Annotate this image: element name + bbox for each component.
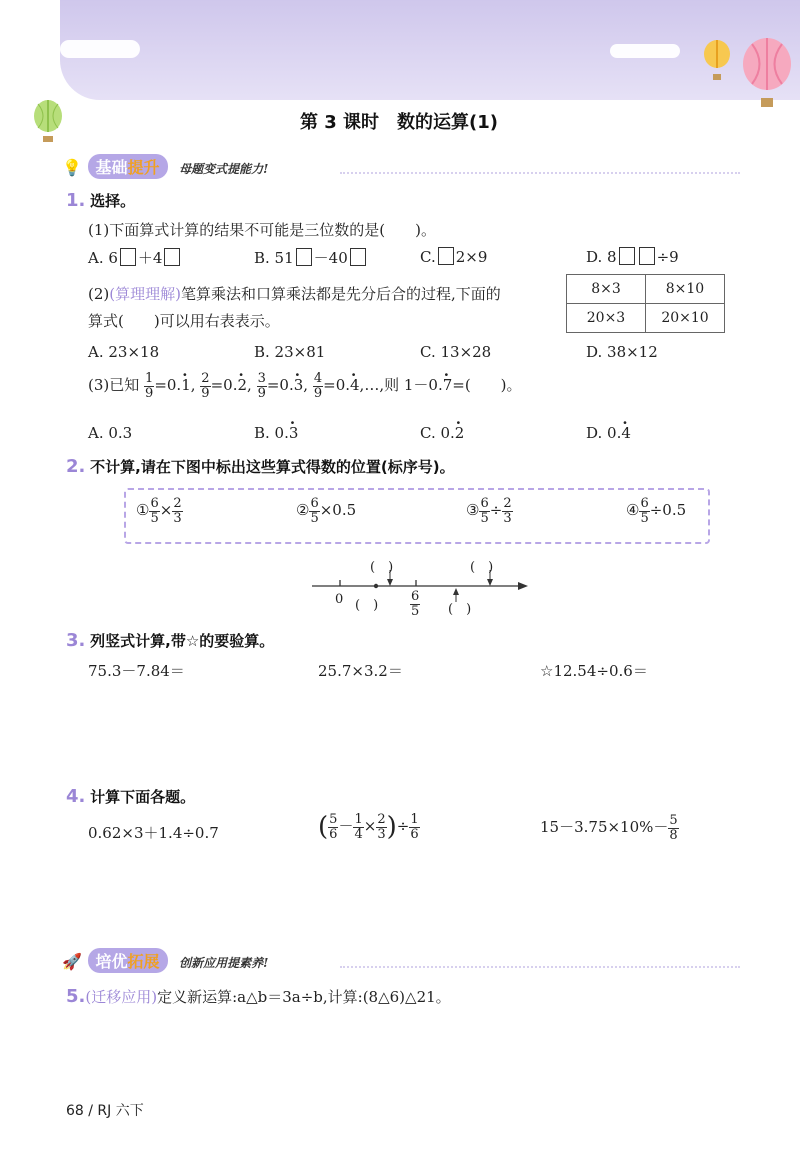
q1-p2-option-b: B. 23×81 <box>254 343 326 361</box>
q3-item-3: ☆12.54÷0.6＝ <box>540 662 648 680</box>
cloud-decoration <box>60 40 140 58</box>
multiplication-table <box>566 274 725 333</box>
question-4-header: 4. 计算下面各题。 <box>66 786 196 807</box>
question-1-header: 1. 选择。 <box>66 190 136 211</box>
table-cell: 20×3 <box>567 304 646 333</box>
expressions-box <box>124 488 710 544</box>
balloon-icon <box>28 100 68 144</box>
q1-p3-option-d: D. 0.· 4 <box>586 424 631 442</box>
q4-expr-1: 0.62×3＋1.4÷0.7 <box>88 824 219 842</box>
expr-2: ② $\frac{6}{5}$ ×0.5 <box>296 496 357 526</box>
expr-3: ③ $\frac{6}{5}$ ÷ $\frac{2}{3}$ <box>466 496 512 526</box>
q1-p1-option-a: A. 6 ＋4 <box>88 247 182 268</box>
table-cell: 20×10 <box>646 304 725 333</box>
header-band <box>60 0 800 100</box>
q1-part1-stem: (1)下面算式计算的结果不可能是三位数的是( )。 <box>88 221 436 239</box>
balloon-icon <box>740 38 794 110</box>
q1-p1-option-d: D. 8 ÷9 <box>586 248 679 266</box>
section-slogan: 母题变式提能力! <box>179 162 269 176</box>
q1-part3-stem: (3)已知 $\frac{1}{9}$ =0.· 1, $\frac{2}{9}$ =0.· 2, $\frac{3}{9}$ =0.· 3, $\frac{4}{9}$ =0.· 4,…,则 1－0.· 7=( )。 <box>88 372 522 400</box>
blank-paren: ( ) <box>448 602 472 617</box>
divider <box>340 172 740 174</box>
question-3-header: 3. 列竖式计算,带☆的要验算。 <box>66 630 275 651</box>
divider <box>340 966 740 968</box>
expr-4: ④ $\frac{6}{5}$ ÷0.5 <box>626 496 687 526</box>
blank-paren: ( ) <box>370 560 394 575</box>
blank-paren: ( ) <box>470 560 494 575</box>
q4-expr-3: 15－3.75×10%－ $\frac{5}{8}$ <box>540 813 678 843</box>
six-fifths-label: $\frac{6}{5}$ <box>411 589 420 619</box>
q1-p3-option-b: B. 0.· 3 <box>254 424 298 442</box>
q1-p1-option-c: C. 2×9 <box>420 248 488 266</box>
q3-item-1: 75.3－7.84＝ <box>88 662 185 680</box>
lightbulb-icon: 💡 <box>62 158 82 177</box>
rocket-icon: 🚀 <box>62 952 82 971</box>
balloon-icon <box>700 40 734 84</box>
section-basic <box>62 154 268 179</box>
q4-expr-2: ( $\frac{5}{6}$ － $\frac{1}{4}$ × $\frac{2}{3}$ )÷ $\frac{1}{6}$ <box>318 811 419 842</box>
q1-p2-option-a: A. 23×18 <box>88 343 160 361</box>
table-cell: 8×3 <box>567 275 646 304</box>
q3-item-2: 25.7×3.2＝ <box>318 662 403 680</box>
page-footer: 68 / RJ 六下 <box>66 1103 144 1119</box>
q1-p1-option-b: B. 51 －40 <box>254 247 368 268</box>
section-label: 培优拓展 <box>88 948 168 973</box>
q1-p2-option-d: D. 38×12 <box>586 343 658 361</box>
section-slogan: 创新应用提素养! <box>179 956 269 970</box>
q1-p3-option-a: A. 0.3 <box>88 424 133 442</box>
lesson-title: 第 3 课时 数的运算(1) <box>300 112 499 133</box>
cloud-decoration <box>610 44 680 58</box>
question-2-header: 2. 不计算,请在下图中标出这些算式得数的位置(标序号)。 <box>66 456 455 477</box>
table-cell: 8×10 <box>646 275 725 304</box>
section-label: 基础提升 <box>88 154 168 179</box>
q1-p3-option-c: C. 0.· 2 <box>420 424 464 442</box>
q1-part2-stem-2: 算式( )可以用右表表示。 <box>88 312 280 330</box>
blank-paren: ( ) <box>355 598 379 613</box>
q1-p2-option-c: C. 13×28 <box>420 343 492 361</box>
question-5: 5.(迁移应用)定义新运算:a△b＝3a÷b,计算:(8△6)△21。 <box>66 986 451 1007</box>
q1-part2-stem-1: (2)(算理理解)笔算乘法和口算乘法都是先分后合的过程,下面的 <box>88 285 501 303</box>
expr-1: ① $\frac{6}{5}$ × $\frac{2}{3}$ <box>136 496 182 526</box>
zero-label: 0 <box>335 592 344 607</box>
section-advanced <box>62 948 268 973</box>
